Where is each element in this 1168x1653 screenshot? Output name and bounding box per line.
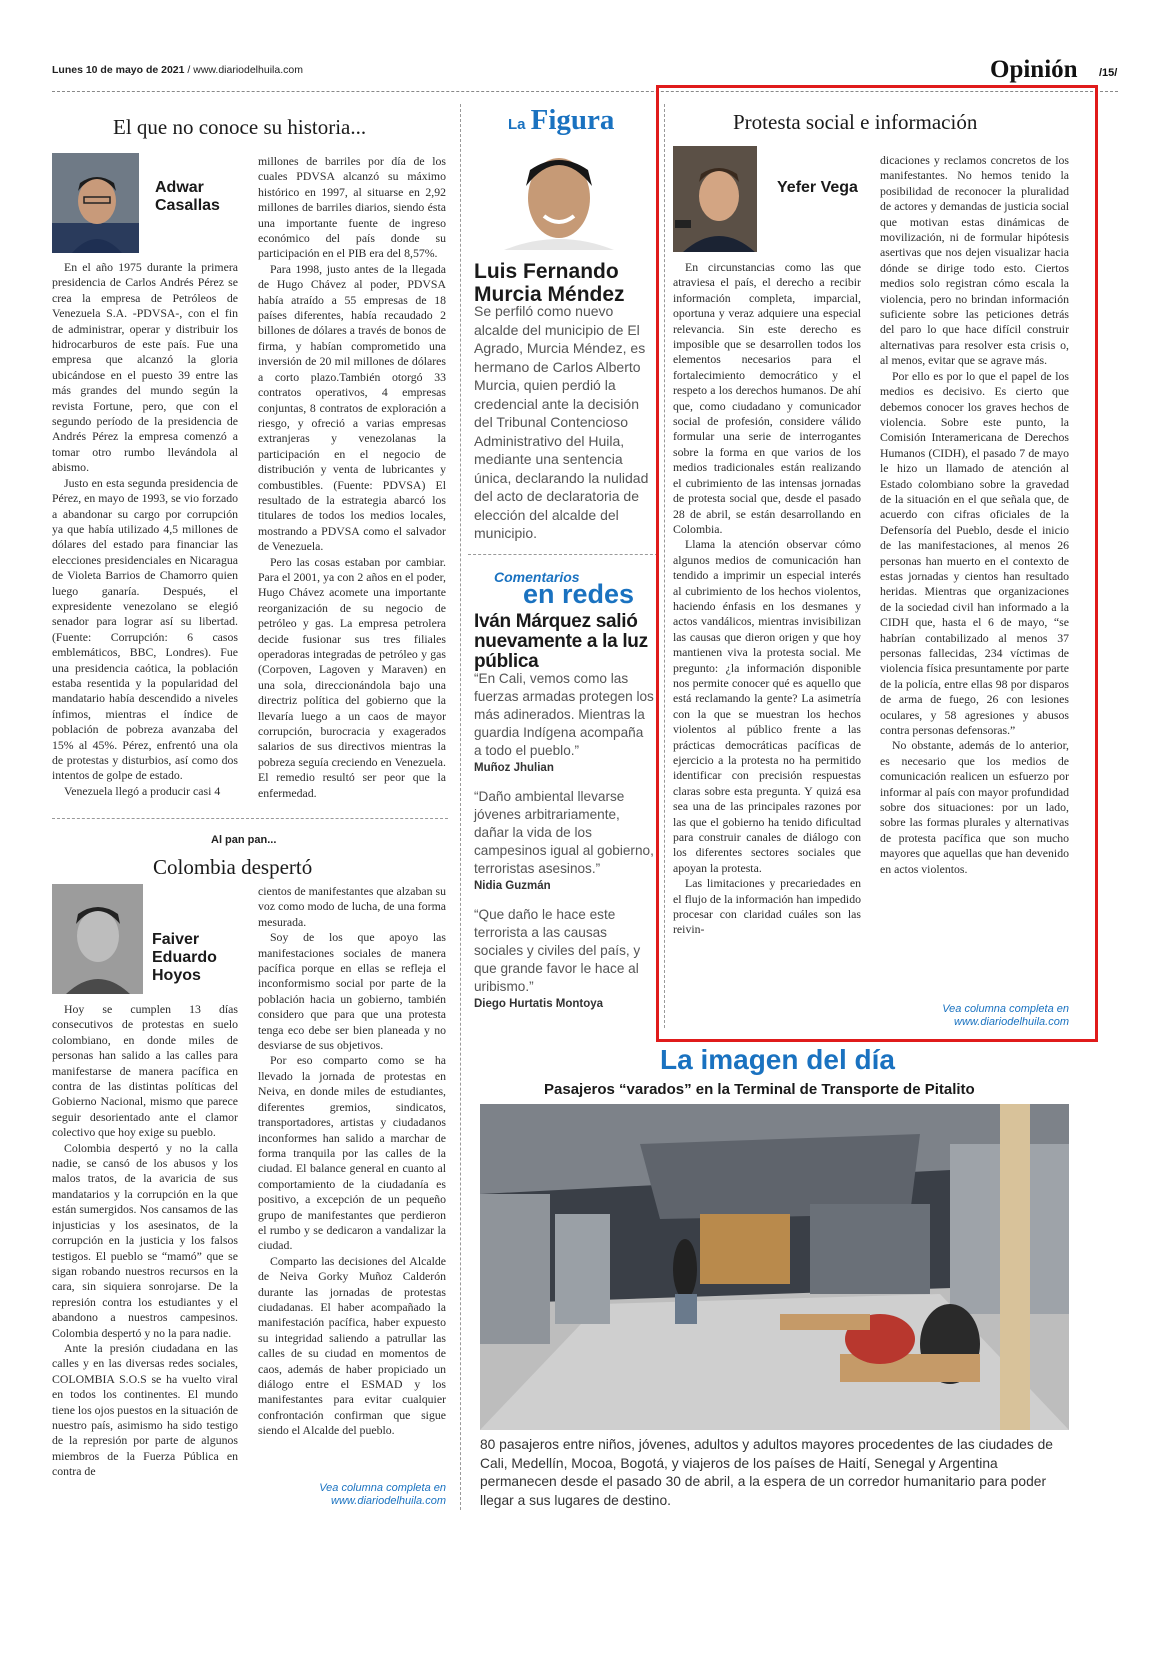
paragraph: Soy de los que apoyo las manifestaciones sociales de manera pacífica porque en ellas se refleja el inconformismo social por parte de la población hacia un gobierno, también considero que para que una protesta tenga eco debe ser bien planeada y no desviarse de sus objetivos. bbox=[258, 930, 446, 1053]
paragraph: Llama la atención observar cómo algunos medios de comunicación han tendido a imprimir un especial interés al cubrimiento de los hechos violentos, haciendo énfasis en los desmanes y actos vandálicos, mientras invisibilizan las causas que dieron origen y que hoy mantienen viva la protesta social. Me pregunto: ¿la información disponible nos permite conocer qué es aquello que está reclamando la gente? La asimetría con la que se muestran los hechos violentos al público frente a las prácticas democráticas pacíficas de ejercicio a la protesta no ha permitido identificar con precisión respuestas claras sobre esta pregunta. Y quizá esa sea una de las principales razones por las que el gobierno ha tenido dificultad para construir canales de diálogo con los diferentes sectores sociales que apoyan la protesta. bbox=[673, 537, 861, 875]
figura-photo bbox=[484, 140, 634, 250]
paragraph: Ante la presión ciudadana en las calles y en las diversas redes sociales, COLOMBIA S.O.S se ha vuelto viral en todos los continentes. El mundo tiene los ojos puestos en la situación de nuestro país, asimismo ha sido testigo de la represión por parte de algunos miembros de la Fuerza Pública en contra de bbox=[52, 1340, 238, 1479]
section-divider bbox=[52, 818, 448, 819]
terminal-photo bbox=[480, 1104, 1069, 1430]
image-caption: 80 pasajeros entre niños, jóvenes, adultos y adultos mayores procedentes de las ciudades de Cali, Medellín, Mocoa, Bogotá, y viajeros de los países de Haití, Senegal y Argentina permanecen desde el pasado 30 de abril, a la espera de un corredor humanitario para poder llegar a sus lugares de destino. bbox=[480, 1437, 1053, 1508]
article-column-right bbox=[880, 153, 1069, 877]
paragraph: Venezuela llegó a producir casi 4 bbox=[64, 783, 221, 798]
article-title: Protesta social e información bbox=[733, 110, 978, 134]
redes-comment: “En Cali, vemos como las fuerzas armadas protegen los más adinerados. Mientras la guardia Indígena acompaña a todo el pueblo.” Muñoz Jhulian bbox=[474, 671, 654, 774]
paragraph: Comparto las decisiones del Alcalde de Neiva Gorky Muñoz Calderón durante las jornadas de protestas ciudadanas. El haber acompañado la manifestación pacífica, haber expuesto su integridad saliendo a patrullar las calles de su ciudad en momentos de caos, además de haber propiciado un diálogo entre el ESMAD y los manifestantes para evitar cualquier confrontación confirman que sigue siendo el Alcalde del pueblo. bbox=[258, 1253, 446, 1438]
figura-description: Se perfiló como nuevo alcalde del municipio de El Agrado, Murcia Méndez, es hermano de Carlos Alberto Murcia, quien perdió la credencial ante la decisión del Tribunal Contencioso Administrativo del Huila, mediante una sentencia única, declarando la nulidad del acto de declaratoria de elección del alcalde del municipio. bbox=[474, 303, 649, 541]
figura-name: Luis Fernando Murcia Méndez bbox=[474, 260, 625, 306]
article-column-left bbox=[673, 260, 861, 938]
redes-comment-list bbox=[474, 670, 654, 1010]
page-number: /15/ bbox=[1099, 67, 1118, 79]
redes-headline: Iván Márquez salió nuevamente a la luz pública bbox=[474, 611, 648, 672]
redes-comment: “Daño ambiental llevarse jóvenes arbitrariamente, dañar la vida de los campesinos igual al gobierno, terroristas asesinos.” Nidia Guzmán bbox=[474, 789, 654, 892]
column-kicker: Al pan pan... bbox=[211, 834, 277, 846]
page-date: Lunes 10 de mayo de 2021 / www.diariodelhuila.com bbox=[52, 64, 303, 76]
paragraph: No obstante, además de lo anterior, es necesario que los medios de comunicación realicen un esfuerzo por informar al país con mayor profundidad sobre dos situaciones: por un lado, sobre las formas plurales y alternativas de protesta pacífica que son mucho mayores que aquellas que han devenido en actos violentos. bbox=[880, 738, 1069, 876]
paragraph: Hoy se cumplen 13 días consecutivos de protestas en suelo colombiano, en donde miles de personas han salido a las calles para manifestarse de manera pacífica en contra de las distintas políticas del Gobierno Nacional, mismo que parece seguir desorientado ante el clamor colectivo que hoy exige su pueblo. bbox=[52, 1002, 238, 1140]
column-divider bbox=[460, 104, 461, 1510]
author-name: Faiver Eduardo Hoyos bbox=[152, 931, 217, 984]
paragraph: Las limitaciones y precariedades en el flujo de la información han impedido procesar con claridad cuáles son las reivin- bbox=[673, 876, 861, 937]
paragraph: cientos de manifestantes que alzaban su voz como modo de lucha, de una forma mesurada. bbox=[258, 884, 446, 929]
paragraph: En circunstancias como las que atraviesa el país, el derecho a recibir información completa, imparcial, oportuna y veraz adquiere una especial relevancia. Sin este derecho es imposible que se desarrollen todos los elementos necesarios para el fortalecimiento democrático y el respeto a los derechos humanos. De ahí que, como ciudadano y comunicador social de profesión, considere válido formular una serie de interrogantes sobre la forma en que varios de los medios tradicionales están realizando el cubrimiento de las intensas jornadas de protesta social que, desde el pasado 28 de abril, se están desarrollando en Colombia. bbox=[673, 260, 861, 536]
author-photo bbox=[52, 153, 139, 253]
read-more-link[interactable]: Vea columna completa en www.diariodelhuila.com bbox=[319, 1482, 446, 1507]
paragraph: En el año 1975 durante la primera presidencia de Carlos Andrés Pérez se crea la empresa de Petróleos de Venezuela S.A. -PDVSA-, con el fin de administrar, operar y distribuir los hidrocarburos de este país. Fue una empresa que alcanzó la gloria ubicándose en el puesto 39 entre las más grandes del mundo según la revista Fortune, pero, que con el segundo período de la presidencia de Andrés Pérez la empresa comenzó a tomar otro rumbo llevándola al abismo. bbox=[52, 260, 238, 475]
image-of-day-title: La imagen del día bbox=[660, 1044, 895, 1075]
author-photo bbox=[673, 146, 757, 252]
image-of-day-subtitle: Pasajeros “varados” en la Terminal de Transporte de Pitalito bbox=[544, 1081, 975, 1098]
redes-comment: “Que daño le hace este terrorista a las causas sociales y civiles del país, y que grande favor le hace al uribismo.” Diego Hurtatis Montoya bbox=[474, 907, 641, 1010]
redes-title: en redes bbox=[523, 579, 635, 609]
section-divider bbox=[468, 554, 658, 555]
paragraph: Justo en esta segunda presidencia de Pérez, en mayo de 1993, se vio forzado a abandonar su cargo por corrupción ya que había utilizado 4,5 millones de dólares del estado para financiar las elecciones presidenciales en Nicaragua de Violeta Barrios de Chamorro quien luego ganaría. Después, el expresidente venezolano se elegió senador para lograr así su libertad. (Fuente: Corrupción: 6 casos emblemáticos, BBC, Londres). Fue una presidencia caótica, la población estaba resentida y la popularidad del mandatario había descendido a niveles ínfimos, mientras el índice de población de pobreza avanzaba del 15% al 45%. Pérez, enfrentó una ola de protestas y disturbios, así como dos intentos de golpe de estado. bbox=[52, 475, 238, 783]
paragraph: Pero las cosas estaban por cambiar. Para el 2001, ya con 2 años en el poder, Hugo Chávez acomete una importante reorganización de su negocio de petróleo y gas. La empresa petrolera decide fusionar sus tres filiales operadoras integradas de petróleo y gas (Corpoven, Lagoven y Maraven) en una sola, direccionándola bajo una directriz política del gobierno que la llevaría luego a un caos de mayor corrupción, burocracia y exagerados salarios de sus directivos mientras la pobreza seguía creciendo en Venezuela. El remedio resultó ser peor que la enfermedad. bbox=[258, 554, 446, 800]
article-title: Colombia despertó bbox=[153, 855, 313, 879]
paragraph: Colombia despertó y no la calla nadie, se cansó de los abusos y los malos tratos, de la avaricia de sus mandatarios y la corrupción en la que están sumergidos. Nos cansamos de las injusticias y los asesinatos, de la corrupción en la justicia y los falsos testigos. El pueblo se “mamó” que se sigan robando nuestros recursos en la cara, sin siquiera sonrojarse. De la represión contra los estudiantes y el abandono a nuestros campesinos. Colombia despertó y no la para nadie. bbox=[52, 1140, 238, 1340]
article-column-right bbox=[258, 154, 446, 801]
article-column-left bbox=[52, 260, 238, 799]
read-more-link[interactable]: Vea columna completa en www.diariodelhuila.com bbox=[942, 1003, 1069, 1028]
author-photo bbox=[52, 884, 143, 994]
redes-kicker: Comentarios bbox=[494, 569, 580, 585]
article-column-right bbox=[258, 884, 446, 1439]
figura-heading: La Figura bbox=[508, 104, 615, 136]
author-name: Yefer Vega bbox=[777, 179, 858, 196]
paragraph: Para 1998, justo antes de la llegada de Hugo Chávez al poder, PDVSA había atraído a 55 empresas de 18 países diferentes, había recaudado 2 billones de dólares a través de bonos de firma, y habían comprometido una inversión de 20 mil millones de dólares a corto plazo.También otorgó 33 contratos operativos, 4 empresas conjuntas, 8 contratos de exploración a riesgo, y ofreció a varias empresas extranjeras y venezolanas la participación en el negocio de distribución y venta de lubricantes y combustibles. (Fuente: PDVSA) El resultado de la estrategia abarcó los titulares de todos los medios locales, mostrando a PDVSA como el salvador de Venezuela. bbox=[258, 261, 446, 554]
paragraph: millones de barriles por día de los cuales PDVSA alcanzó su máximo histórico en 1997, al situarse en 2,92 millones de barriles diarios, siendo ésta una importante fuente de ingreso económico del país donde su participación en el PIB era del 8,57%. bbox=[258, 154, 446, 261]
paragraph: dicaciones y reclamos concretos de los manifestantes. No hemos tenido la posibilidad de reconocer la pluralidad de actores y demandas de justicia social que motivan estas dinámicas de movilización, ni de formular hipótesis asertivas que nos dejen visualizar hacia dónde se dirige todo esto. Ciertos medios solo registran cómo escala la violencia, pero no brindan información suficiente sobre las peticiones detrás del paro lo que hace difícil construir alternativas para resolver esta crisis o, al menos, evitar que se agrave más. bbox=[880, 153, 1069, 368]
section-title: Opinión bbox=[990, 56, 1078, 83]
paragraph: Por eso comparto como se ha llevado la jornada de protestas en Neiva, en donde miles de estudiantes, diferentes gremios, sindicatos, transportadores, artistas y ciudadanos inconformes han salido a marchar de forma tranquila por las calles de la ciudad. El balance general en cuanto al comportamiento de la ciudadanía es positivo, a excepción de un pequeño grupo de manifestantes que perdieron el rumbo y se dedicaron a vandalizar la ciudad. bbox=[258, 1053, 446, 1253]
paragraph: Por ello es por lo que el papel de los medios es decisivo. Es cierto que debemos conocer los graves hechos de violencia. Sobre este punto, la Comisión Interamericana de Derechos Humanos (CIDH), el pasado 7 de mayo le hizo un llamado de atención al Estado colombiano sobre la gravedad de la situación en el que señala que, de acuerdo con cifras oficiales de la Defensoría del Pueblo, desde el inicio de las manifestaciones, al menos 26 personas han muerto en el contexto de estas jornadas y cientos han resultado heridas. Mientras que organizaciones de la sociedad civil han informado a la CIDH que, hasta el 6 de mayo, “se habrían contabilizado al menos 37 personas fallecidas, 234 víctimas de violencia física presuntamente por parte de la policía, entre ellas 98 por disparos de arma de fuego, 26 con lesiones oculares, y 58 agresiones y abusos contra personas defensoras.” bbox=[880, 368, 1069, 738]
article-title: El que no conoce su historia... bbox=[113, 115, 367, 139]
article-column-left bbox=[52, 1002, 238, 1480]
author-name: Adwar Casallas bbox=[155, 179, 220, 214]
